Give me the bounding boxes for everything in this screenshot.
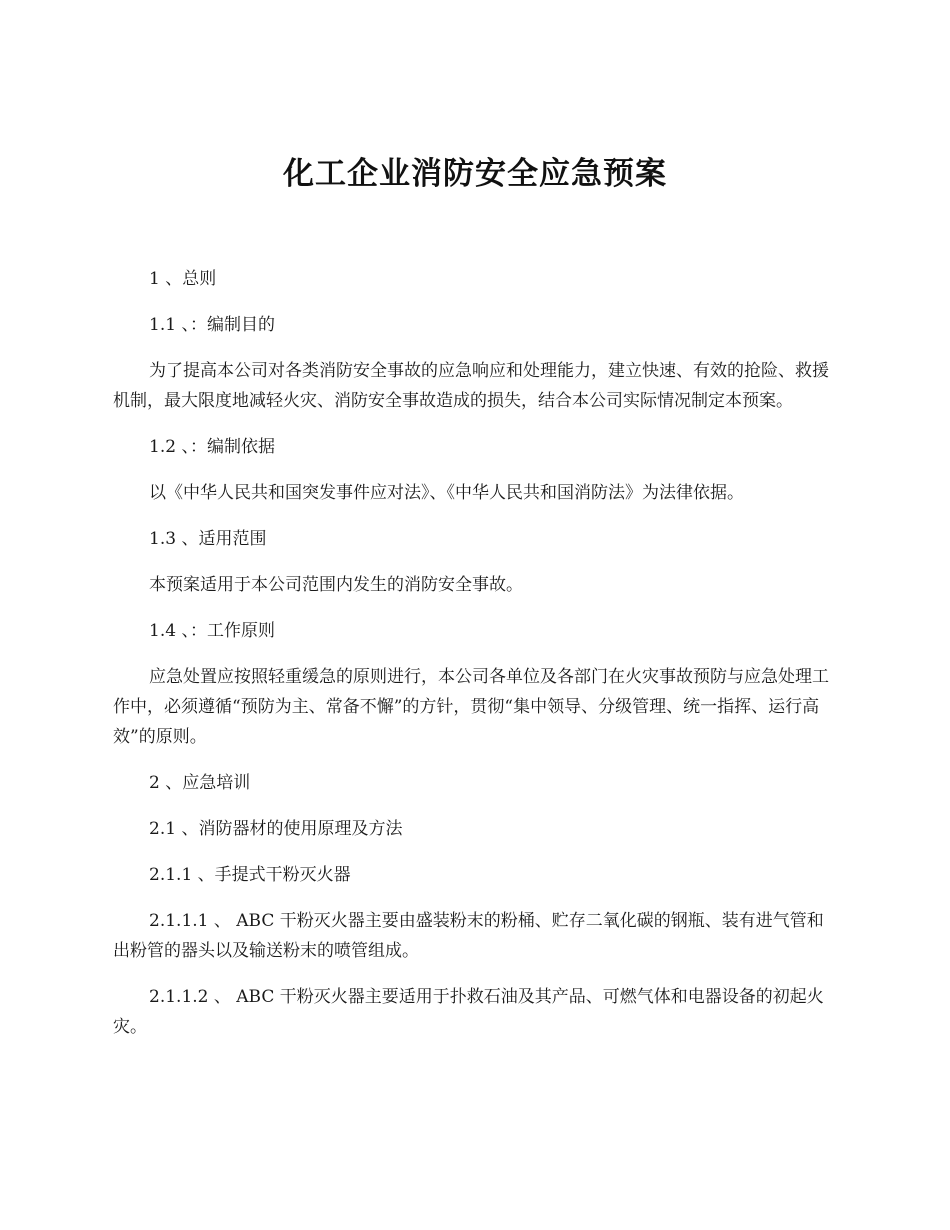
document-body (113, 264, 840, 1058)
subsection-heading-extinguisher: 2.1.1 、手提式干粉灭火器 (149, 865, 351, 885)
paragraph-basis: 以《中华人民共和国突发事件应对法》、《中华人民共和国消防法》为法律依据。 (149, 483, 744, 503)
paragraph-purpose: 为了提高本公司对各类消防安全事故的应急响应和处理能力，建立快速、有效的抢险、救援 机制，最大限度地减轻火灾、消防安全事故造成的损失，结合本公司实际情况制定本预案。 (113, 361, 829, 411)
subsection-heading-scope: 1.3 、适用范围 (149, 529, 267, 549)
paragraph-extinguisher-usage: 2.1.1.2 、 ABC 干粉灭火器主要适用于扑救石油及其产品、可燃气体和电器设备的初起火灾。 (113, 987, 824, 1037)
document-title: 化工企业消防安全应急预案 (283, 156, 667, 192)
paragraph-principles: 应急处置应按照轻重缓急的原则进行，本公司各单位及各部门在火灾事故预防与应急处理工作中，必须遵循“预防为主、常备不懈”的方针，贯彻“集中领导、分级管理、统一指挥、运行高效”的原则。 (113, 667, 829, 747)
section-heading-training: 2 、应急培训 (149, 773, 251, 793)
subsection-heading-principles: 1.4 、：工作原则 (149, 621, 275, 641)
paragraph-scope: 本预案适用于本公司范围内发生的消防安全事故。 (149, 575, 523, 595)
subsection-heading-equipment: 2.1 、消防器材的使用原理及方法 (149, 819, 403, 839)
paragraph-extinguisher-composition: 2.1.1.1 、 ABC 干粉灭火器主要由盛装粉末的粉桶、贮存二氧化碳的钢瓶、装有进气管和出粉管的器头以及输送粉末的喷管组成。 (113, 911, 824, 961)
subsection-heading-purpose: 1.1 、：编制目的 (149, 315, 275, 335)
section-heading-general: 1 、总则 (149, 269, 217, 289)
subsection-heading-basis: 1.2 、：编制依据 (149, 437, 275, 457)
